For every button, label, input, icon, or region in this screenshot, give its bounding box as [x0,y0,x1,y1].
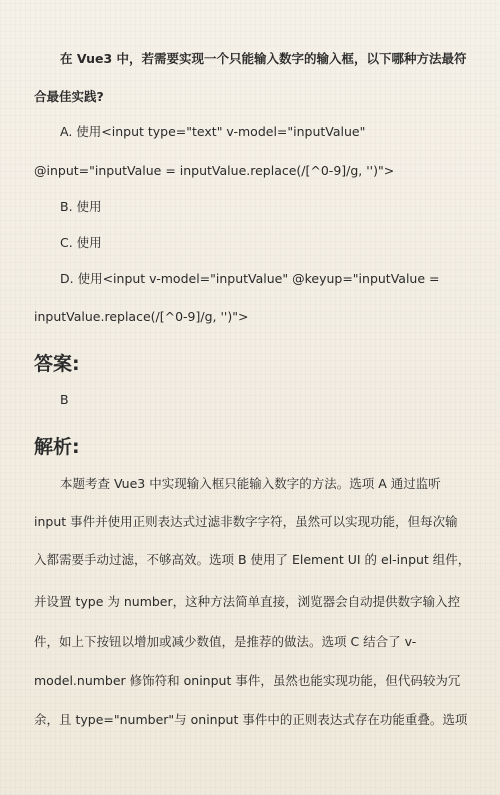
option-a-line-1: A. 使用<input type="text" v-model="inputValue" [60,124,366,139]
option-d-line-1: D. 使用<input v-model="inputValue" @keyup="inputValue = [60,271,440,286]
answer-value: B [60,392,69,407]
analysis-line-5: 件，如上下按钮以增加或减少数值，是推荐的做法。选项 C 结合了 v- [34,634,417,649]
analysis-line-1: 本题考查 Vue3 中实现输入框只能输入数字的方法。选项 A 通过监听 [60,476,441,491]
analysis-heading: 解析: [34,436,80,458]
question-title-line-1: 在 Vue3 中，若需要实现一个只能输入数字的输入框，以下哪种方法最符 [60,51,467,66]
option-c: C. 使用 [60,235,102,250]
analysis-line-2: input 事件并使用正则表达式过滤非数字字符，虽然可以实现功能，但每次输 [34,514,458,529]
analysis-line-3: 入都需要手动过滤，不够高效。选项 B 使用了 Element UI 的 el-input 组件， [34,552,471,567]
analysis-line-7: 余，且 type="number"与 oninput 事件中的正则表达式存在功能重叠。选项 [34,712,468,727]
option-a-line-2: @input="inputValue = inputValue.replace(/[^0-9]/g, '')"> [34,163,395,178]
analysis-line-6: model.number 修饰符和 oninput 事件，虽然也能实现功能，但代码较为冗 [34,673,461,688]
analysis-line-4: 并设置 type 为 number，这种方法简单直接，浏览器会自动提供数字输入控 [34,594,461,609]
option-b: B. 使用 [60,199,102,214]
question-title-line-2: 合最佳实践? [34,89,104,104]
answer-heading: 答案: [34,353,80,375]
option-d-line-2: inputValue.replace(/[^0-9]/g, '')"> [34,309,249,324]
